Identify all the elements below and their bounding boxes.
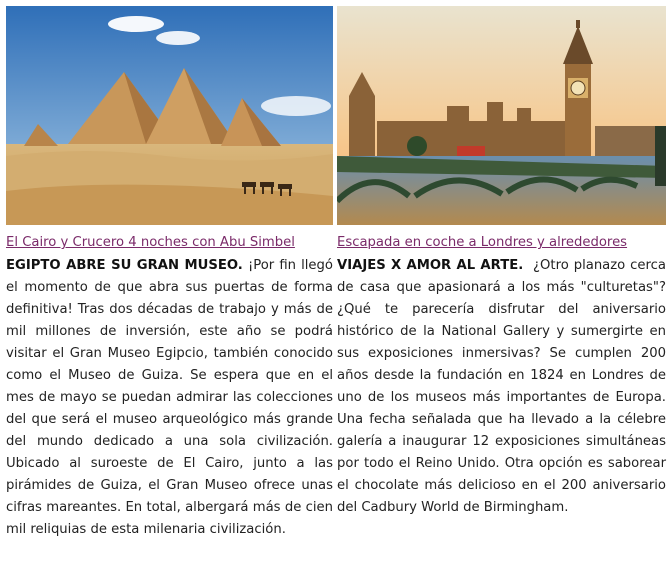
- article-text: ¿Otro planazo cerca de casa que apasionará a los más "culturetas"? ¿Qué te parecería disfrutar del aniversario histórico de la National Gallery y sumergirte en sus exposiciones inmersivas? Se cumplen 200 años desde la fundación en 1824 en Londres de uno de los museos más importantes de Europa. Una fecha señalada que ha llevado a la célebre galería a inaugurar 12 exposiciones simultáneas por todo el Reino Unido. Otra opción es saborear el chocolate más delicioso en el 200 aniversario del Cadbury World de Birmingham.: [337, 258, 666, 515]
- article-body: [6, 255, 333, 541]
- london-image[interactable]: [337, 6, 666, 225]
- article-egypt: [6, 6, 333, 541]
- article-title-link[interactable]: Escapada en coche a Londres y alrededores: [337, 235, 628, 250]
- article-london: [337, 6, 666, 519]
- article-lead: VIAJES X AMOR AL ARTE.: [337, 258, 524, 273]
- article-text: ¡Por fin llegó el momento de que abra sus puertas de forma definitiva! Tras dos décadas de trabajo y más de mil millones de inversión, este año se podrá visitar el Gran Museo Egipcio, también conocido como el Museo de Guiza. Se espera que en el mes de mayo se puedan admirar las colecciones del que será el museo arqueológico más grande del mundo dedicado a una sola civilización. Ubicado al suroeste de El Cairo, junto a las pirámides de Guiza, el Gran Museo ofrece unas cifras mareantes. En total, albergará más de cien mil reliquias de esta milenaria civilización.: [6, 258, 333, 537]
- article-lead: EGIPTO ABRE SU GRAN MUSEO.: [6, 258, 243, 273]
- article-title-link[interactable]: El Cairo y Crucero 4 noches con Abu Simbel: [6, 235, 295, 250]
- article-body: [337, 255, 666, 519]
- pyramids-image[interactable]: [6, 6, 333, 225]
